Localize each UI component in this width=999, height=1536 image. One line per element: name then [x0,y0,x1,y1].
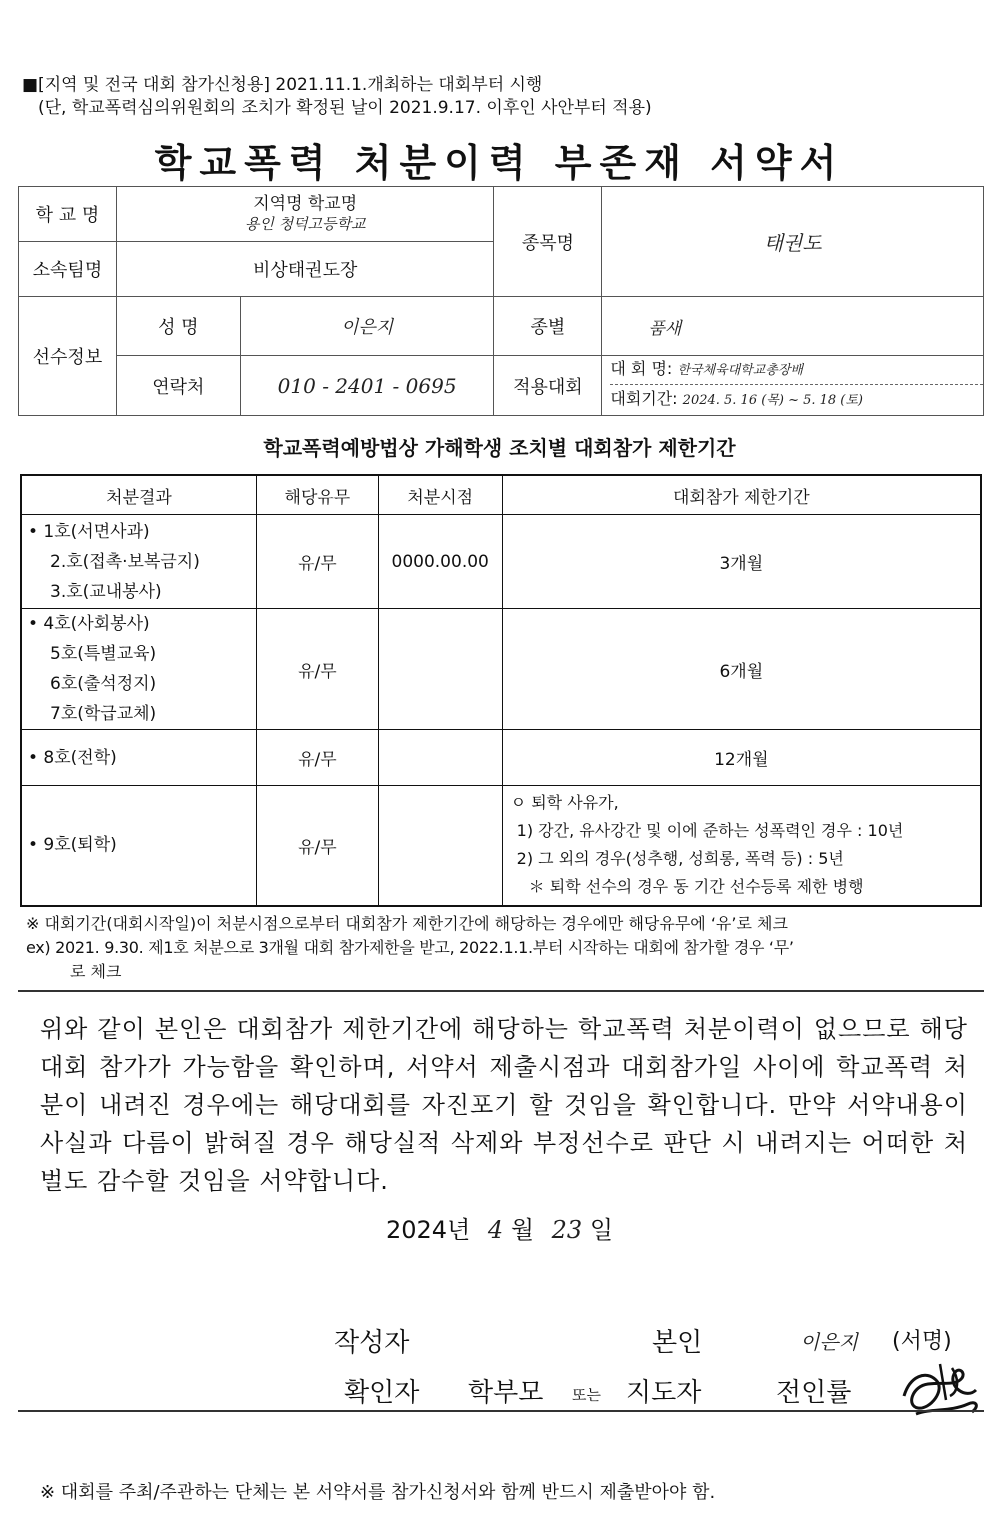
confirmer-label: 확인자 [344,1378,420,1408]
limit-period-detail [502,786,981,906]
sport-label: 종목명 [494,187,602,297]
table-row [21,786,981,906]
document-title: 학교폭력 처분이력 부존재 서약서 [154,141,845,185]
handwritten-signature [896,1356,986,1426]
name-value: 이은지 [240,297,494,356]
competition-cell [602,356,984,416]
period-line: 1) 강간, 유사강간 및 이에 준하는 성폭력인 경우 : 10년 [516,821,904,841]
date-month-unit: 월 [510,1216,534,1244]
competition-name-value: 한국체육대학교총장배 [677,363,803,378]
date-day-unit: 일 [589,1216,614,1244]
divider [18,990,984,992]
signature-divider [18,1410,984,1412]
period-line: ㅇ 퇴학 사유가, [510,793,619,813]
disposition-date [378,730,502,786]
event-label: 종별 [494,297,602,356]
result-list [21,730,257,786]
or-label: 또는 [572,1386,601,1404]
coach-name: 전인률 [776,1378,852,1408]
team-label: 소속팀명 [19,242,117,297]
phone-value: 010 - 2401 - 0695 [240,356,494,416]
period-line: 2) 그 외의 경우(성추행, 성희롱, 폭력 등) : 5년 [516,849,844,869]
header-line-1: ■[지역 및 전국 대회 참가신청용] 2021.11.1.개최하는 대회부터 시행 [22,75,543,95]
date-year: 2024년 [385,1216,471,1244]
table-row [21,609,981,730]
list-item: 2.호(접촉·보복금지) [50,551,200,572]
list-item: 5호(특별교육) [50,644,157,664]
limits-table [20,474,982,907]
applicant-info-table [18,186,984,416]
list-item: • 8호(전학) [28,747,117,768]
limit-period: 12개월 [502,730,981,786]
competition-period-label: 대회기간: [610,389,678,408]
applicable-check: 유/무 [257,515,379,609]
disposition-date [378,786,502,906]
note-2-continued: 로 체크 [70,962,122,981]
header-line-2: (단, 학교폭력심의위원회의 조치가 확정된 날이 2021.9.17. 이후인 사안부터 적용) [38,98,652,118]
name-label: 성 명 [116,297,240,356]
school-cell [116,187,494,242]
applicable-check: 유/무 [257,730,379,786]
list-item: 3.호(교내봉사) [50,581,162,602]
col-header-period: 대회참가 제한기간 [502,475,981,515]
date-month: 4 [487,1216,504,1244]
applicable-check: 유/무 [257,609,379,730]
writer-label: 작성자 [334,1328,410,1358]
list-item: 7호(학급교체) [50,704,157,724]
table-row [21,730,981,786]
col-header-result: 처분결과 [21,475,257,515]
self-name: 이은지 [800,1330,858,1354]
result-list [21,515,257,609]
col-header-applicable: 해당유무 [257,475,379,515]
list-item: 6호(출석정지) [50,674,157,694]
coach-label: 지도자 [626,1378,702,1408]
self-label: 본인 [652,1328,703,1358]
pledge-text: 위와 같이 본인은 대회참가 제한기간에 해당하는 학교폭력 처분이력이 없으므로 해당 대회 참가가 가능함을 확인하며, 서약서 제출시점과 대회참가일 사이에 학교폭력 처분이 내려진 경우에는 해당대회를 자진포기 할 것임을 확인합니다. 만약 서약내용이 사실과 다름이 밝혀질 경우 해당실적 삭제와 부정선수로 판단 시 내려지는 어떠한 처벌도 감수할 것임을 서약합니다. [40,1015,968,1195]
school-hint: 지역명 학교명 [253,194,358,214]
competition-period-row [610,385,983,415]
col-header-date: 처분시점 [378,475,502,515]
result-list [21,609,257,730]
disposition-date [378,609,502,730]
list-item: • 1호(서면사과) [28,521,150,542]
applicable-check: 유/무 [257,786,379,906]
limit-period: 3개월 [502,515,981,609]
event-value: 품새 [602,297,984,356]
note-1: ※ 대회기간(대회시작일)이 처분시점으로부터 대회참가 제한기간에 해당하는 경우에만 해당유무에 ‘유’로 체크 [26,914,788,933]
list-item: • 9호(퇴학) [28,835,117,856]
sport-value: 태권도 [602,187,984,297]
team-value: 비상태권도장 [116,242,494,297]
player-info-label: 선수정보 [19,297,117,416]
parent-label: 학부모 [468,1378,544,1408]
note-2: ex) 2021. 9.30. 제1호 처분으로 3개월 대회 참가제한을 받고, 2022.1.1.부터 시작하는 대회에 참가할 경우 ‘무’ [26,938,794,957]
list-item: • 4호(사회봉사) [28,614,150,634]
limits-title: 학교폭력예방법상 가해학생 조치별 대회참가 제한기간 [263,436,736,460]
result-list [21,786,257,906]
phone-label: 연락처 [116,356,240,416]
table-row [21,515,981,609]
competition-period-value: 2024. 5. 16 (목) ~ 5. 18 (토) [682,393,864,408]
school-label: 학 교 명 [19,187,117,242]
period-line: ＊ 퇴학 선수의 경우 동 기간 선수등록 제한 병행 [528,877,864,897]
signed-date [0,1210,999,1245]
footer-note: ※ 대회를 주최/주관하는 단체는 본 서약서를 참가신청서와 함께 반드시 제출받아야 함. [40,1482,716,1503]
school-value: 용인 청덕고등학교 [244,215,366,233]
competition-name-label: 대 회 명: [610,359,673,378]
self-sign-placeholder: (서명) [892,1329,952,1354]
limit-period: 6개월 [502,609,981,730]
competition-name-row [610,356,983,385]
date-day: 23 [551,1216,583,1244]
disposition-date: 0000.00.00 [378,515,502,609]
competition-label: 적용대회 [494,356,602,416]
